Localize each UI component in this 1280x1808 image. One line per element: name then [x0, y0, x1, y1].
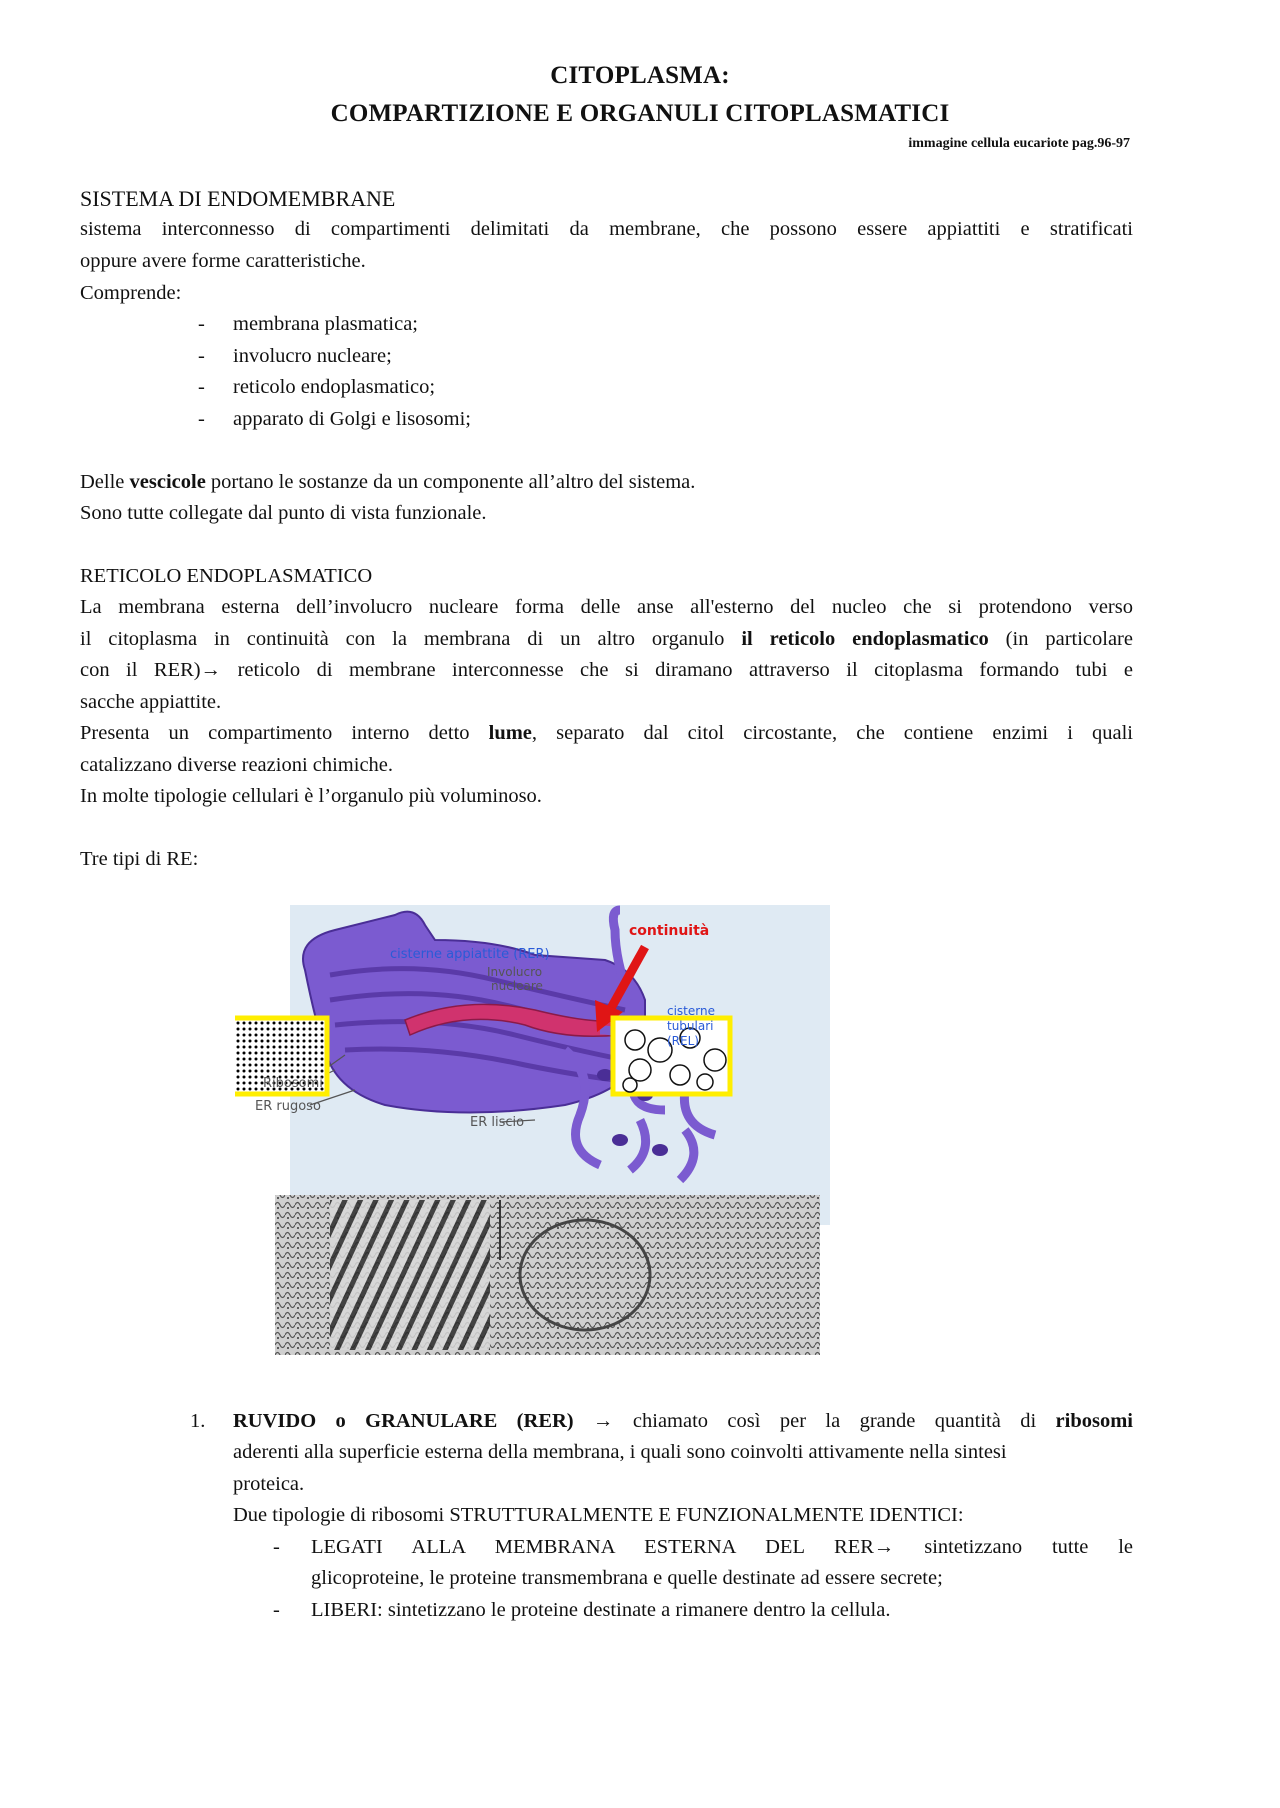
sub-list-item: LEGATI ALLA MEMBRANA ESTERNA DEL RER→ sintetizzano tutte le: [311, 1536, 1133, 1558]
paragraph-line: Presenta un compartimento interno detto lume, separato dal citol circostante, che contiene enzimi i quali: [80, 722, 1133, 744]
endoplasmic-reticulum-figure: [235, 900, 855, 1360]
sub-list-item: LIBERI: sintetizzano le proteine destinate a rimanere dentro la cellula.: [311, 1599, 891, 1621]
label-nucleare: nucleare: [491, 979, 543, 993]
label-cisterne-rer: cisterne appiattite (RER): [390, 947, 550, 962]
bullet-dash: -: [198, 345, 205, 367]
paragraph-line: Sono tutte collegate dal punto di vista funzionale.: [80, 502, 487, 524]
section-heading-reticolo: RETICOLO ENDOPLASMATICO: [80, 565, 373, 587]
list-item: apparato di Golgi e lisosomi;: [233, 408, 471, 430]
paragraph-line: Tre tipi di RE:: [80, 848, 199, 870]
vescicole-sentence: Delle vescicole portano le sostanze da un componente all’altro del sistema.: [80, 471, 696, 493]
bullet-dash: -: [273, 1536, 280, 1558]
comprende-label: Comprende:: [80, 282, 182, 304]
paragraph-line: sistema interconnesso di compartimenti delimitati da membrane, che possono essere appiattiti e stratificati: [80, 218, 1133, 240]
paragraph-line: il citoplasma in continuità con la membrana di un altro organulo il reticolo endoplasmatico (in particolare: [80, 628, 1133, 650]
paragraph-line: catalizzano diverse reazioni chimiche.: [80, 754, 394, 776]
paragraph-line: con il RER)→ reticolo di membrane interconnesse che si diramano attraverso il citoplasma formando tubi e: [80, 659, 1133, 681]
bullet-dash: -: [198, 408, 205, 430]
label-er-rugoso: ER rugoso: [255, 1099, 321, 1114]
paragraph-line: In molte tipologie cellulari è l’organulo più voluminoso.: [80, 785, 542, 807]
label-ribosomi: Ribosomi: [263, 1076, 323, 1091]
title-line-1: CITOPLASMA:: [550, 62, 730, 89]
paragraph-line: sacche appiattite.: [80, 691, 222, 713]
list-number: 1.: [190, 1410, 206, 1432]
sub-list-item-continuation: glicoproteine, le proteine transmembrana e quelle destinate ad essere secrete;: [311, 1567, 943, 1589]
label-rel: (REL): [667, 1034, 699, 1048]
label-tubulari: tubulari: [667, 1019, 714, 1033]
label-cisterne: cisterne: [667, 1004, 715, 1018]
bullet-dash: -: [198, 376, 205, 398]
paragraph-line: oppure avere forme caratteristiche.: [80, 250, 366, 272]
list-item-rer: RUVIDO o GRANULARE (RER) → chiamato così per la grande quantità di ribosomi: [233, 1410, 1133, 1432]
bullet-dash: -: [273, 1599, 280, 1621]
section-heading-endomembrane: SISTEMA DI ENDOMEMBRANE: [80, 186, 396, 211]
list-item: involucro nucleare;: [233, 345, 392, 367]
list-item: membrana plasmatica;: [233, 313, 418, 335]
paragraph-line: Due tipologie di ribosomi STRUTTURALMENTE E FUNZIONALMENTE IDENTICI:: [233, 1504, 964, 1526]
paragraph-line: aderenti alla superficie esterna della membrana, i quali sono coinvolti attivamente nella sintesi: [233, 1441, 1007, 1463]
title-line-2: COMPARTIZIONE E ORGANULI CITOPLASMATICI: [330, 100, 950, 127]
label-continuita: continuità: [629, 923, 710, 939]
list-item: reticolo endoplasmatico;: [233, 376, 436, 398]
label-er-liscio: ER liscio: [470, 1115, 525, 1130]
label-involucro: Involucro: [487, 965, 543, 979]
micrograph-rer-stripes: [330, 1200, 490, 1350]
paragraph-line: La membrana esterna dell’involucro nucleare forma delle anse all'esterno del nucleo che si protendono verso: [80, 596, 1133, 618]
page-reference: immagine cellula eucariote pag.96-97: [908, 136, 1130, 151]
bullet-dash: -: [198, 313, 205, 335]
paragraph-line: proteica.: [233, 1473, 305, 1495]
